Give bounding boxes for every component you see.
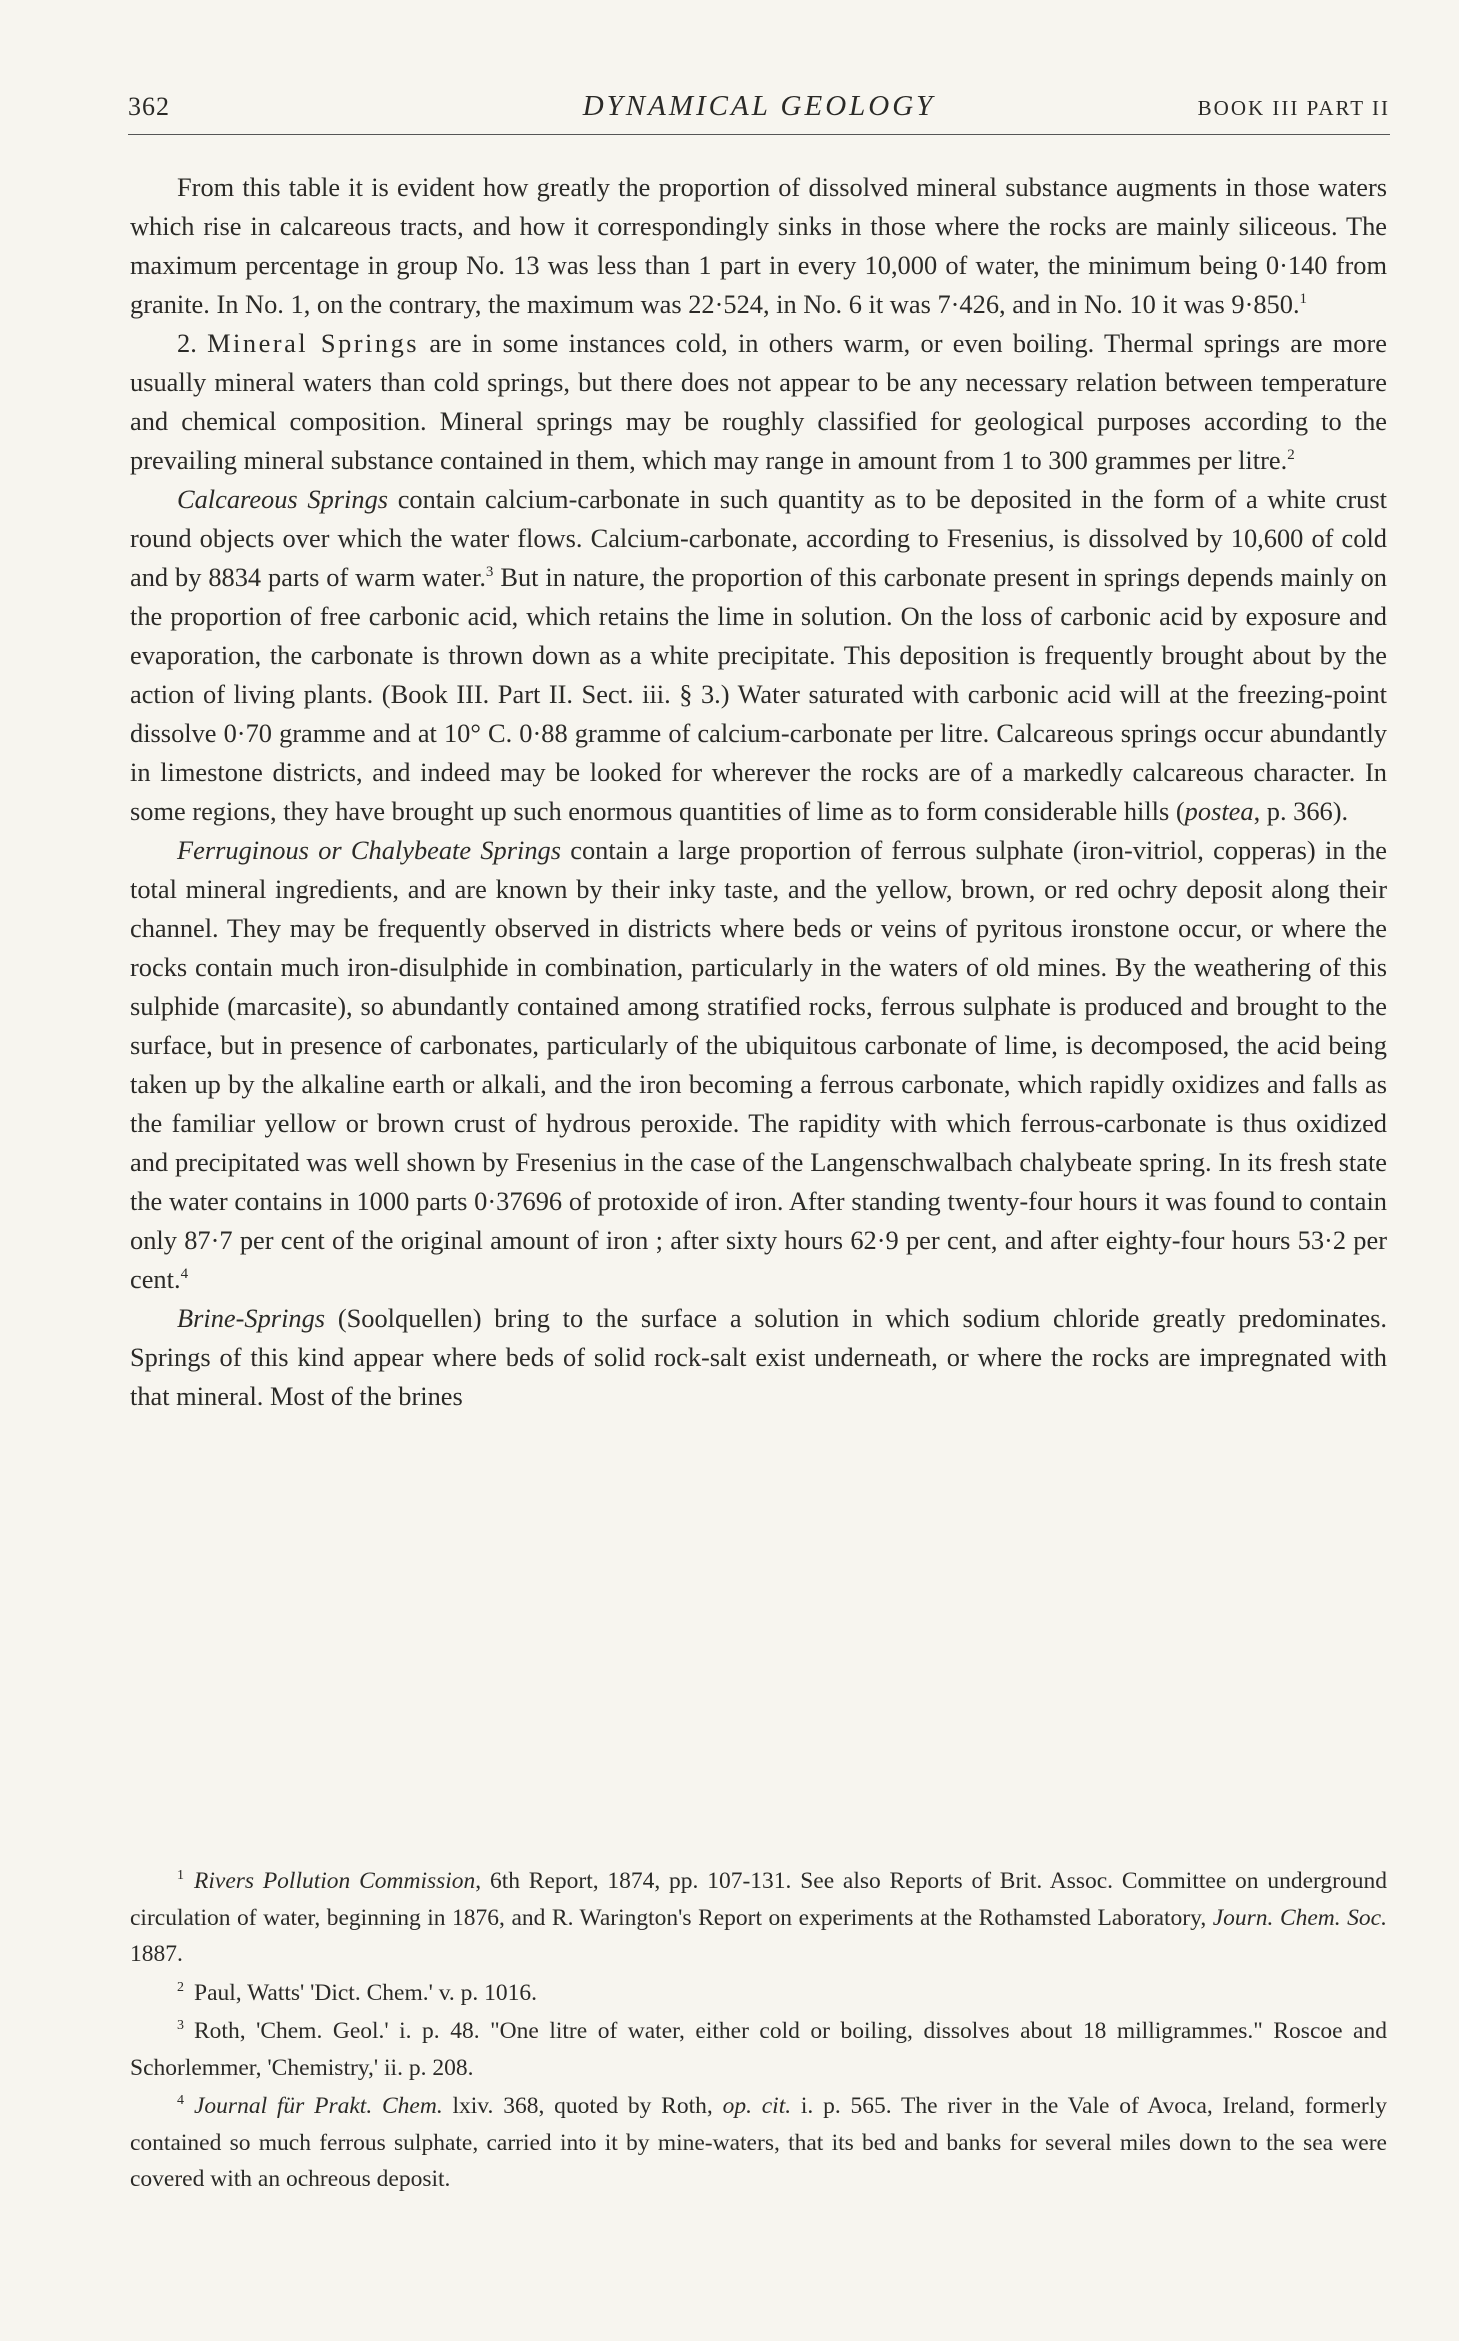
running-title: DYNAMICAL GEOLOGY bbox=[582, 90, 936, 122]
paragraph-brine-springs: Brine-Springs (Soolquellen) bring to the surface a solution in which sodium chloride greatly predominates. Springs of this kind appear where beds of solid rock-salt exist underneath, or where the rocks are impregnated with that mineral. Most of the brines bbox=[130, 1303, 1387, 1411]
footnote-ref-1: 1 bbox=[1299, 291, 1308, 307]
footnote-4: $^4$ Journal für Prakt. Chem. lxiv. 368, quoted by Roth, op. cit. i. p. 565. The river in the Vale of Avoca, Ireland, formerly contained so much ferrous sulphate, carried into it by mine-waters, that its bed and banks for several miles down to the sea were covered with an ochreous deposit. bbox=[130, 2093, 1387, 2192]
footnotes bbox=[130, 1863, 1387, 2200]
term-brine-springs: Brine-Springs bbox=[177, 1303, 326, 1333]
running-head bbox=[128, 90, 1390, 135]
term-chalybeate-springs: Ferruginous or Chalybeate Springs bbox=[177, 835, 561, 865]
main-text bbox=[130, 168, 1387, 1416]
paragraph-mineral-springs: 2. Mineral Springs are in some instances cold, in others warm, or even boiling. Thermal springs are more usually mineral waters than cold springs, but there does not appear to be any necessary relation between temperature and chemical composition. Mineral springs may be roughly classified for geological purposes according to the prevailing mineral substance contained in them, which may range in amount from 1 to 300 grammes per litre.$^2$ bbox=[130, 328, 1387, 475]
book-part-label: BOOK III PART II bbox=[1197, 96, 1390, 120]
footnote-2: $^2$ Paul, Watts' 'Dict. Chem.' v. p. 1016. bbox=[177, 1979, 538, 2006]
section-heading-mineral-springs: Mineral Springs bbox=[207, 328, 420, 358]
term-calcareous-springs: Calcareous Springs bbox=[177, 484, 389, 514]
term-postea: postea bbox=[1184, 796, 1254, 826]
page-number: 362 bbox=[128, 92, 170, 121]
footnote-3: $^3$ Roth, 'Chem. Geol.' i. p. 48. "One litre of water, either cold or boiling, dissolves about 18 milligrammes." Roscoe and Schorlemmer, 'Chemistry,' ii. p. 208. bbox=[130, 2018, 1387, 2081]
footnote-1: $^1$ Rivers Pollution Commission, 6th Report, 1874, pp. 107-131. See also Reports of Brit. Assoc. Committee on underground circulation of water, beginning in 1876, and R. Warington's Report on experiments at the Rothamsted Laboratory, Journ. Chem. Soc. 1887. bbox=[130, 1868, 1387, 1967]
footnote-ref-2: 2 bbox=[1287, 447, 1295, 463]
footnote-ref-4: 4 bbox=[180, 1266, 189, 1282]
paragraph-chalybeate-springs: Ferruginous or Chalybeate Springs contain a large proportion of ferrous sulphate (iron-vitriol, copperas) in the total mineral ingredients, and are known by their inky taste, and the yellow, brown, or red ochry deposit along their channel. They may be frequently observed in districts where beds or veins of pyritous ironstone occur, or where the rocks contain much iron-disulphide in combination, particularly in the waters of old mines. By the weathering of this sulphide (marcasite), so abundantly contained among stratified rocks, ferrous sulphate is produced and brought to the surface, but in presence of carbonates, particularly of the ubiquitous carbonate of lime, is decomposed, the acid being taken up by the alkaline earth or alkali, and the iron becoming a ferrous carbonate, which rapidly oxidizes and falls as the familiar yellow or brown crust of hydrous peroxide. The rapidity with which ferrous-carbonate is thus oxidized and precipitated was well shown by Fresenius in the case of the Langenschwalbach chalybeate spring. In its fresh state the water contains in 1000 parts 0·37696 of protoxide of iron. After standing twenty-four hours it was found to contain only 87·7 per cent of the original amount of iron ; after sixty hours 62·9 per cent, and after eighty-four hours 53·2 per cent.$^4$ bbox=[130, 835, 1387, 1294]
paragraph-table-conclusion: From this table it is evident how greatly the proportion of dissolved mineral substance augments in those waters which rise in calcareous tracts, and how it correspondingly sinks in those where the rocks are mainly siliceous. The maximum percentage in group No. 13 was less than 1 part in every 10,000 of water, the minimum being 0·140 from granite. In No. 1, on the contrary, the maximum was 22·524, in No. 6 it was 7·426, and in No. 10 it was 9·850.$^1$ bbox=[130, 172, 1387, 319]
footnote-ref-3: 3 bbox=[485, 564, 494, 580]
paragraph-calcareous-springs: Calcareous Springs contain calcium-carbonate in such quantity as to be deposited in the form of a white crust round objects over which the water flows. Calcium-carbonate, according to Fresenius, is dissolved by 10,600 of cold and by 8834 parts of warm water.$^3$ But in nature, the proportion of this carbonate present in springs depends mainly on the proportion of free carbonic acid, which retains the lime in solution. On the loss of carbonic acid by exposure and evaporation, the carbonate is thrown down as a white precipitate. This deposition is frequently brought about by the action of living plants. (Book III. Part II. Sect. iii. § 3.) Water saturated with carbonic acid will at the freezing-point dissolve 0·70 gramme and at 10° C. 0·88 gramme of calcium-carbonate per litre. Calcareous springs occur abundantly in limestone districts, and indeed may be looked for wherever the rocks are of a markedly calcareous character. In some regions, they have brought up such enormous quantities of lime as to form considerable hills (postea, p. 366). bbox=[130, 484, 1387, 826]
